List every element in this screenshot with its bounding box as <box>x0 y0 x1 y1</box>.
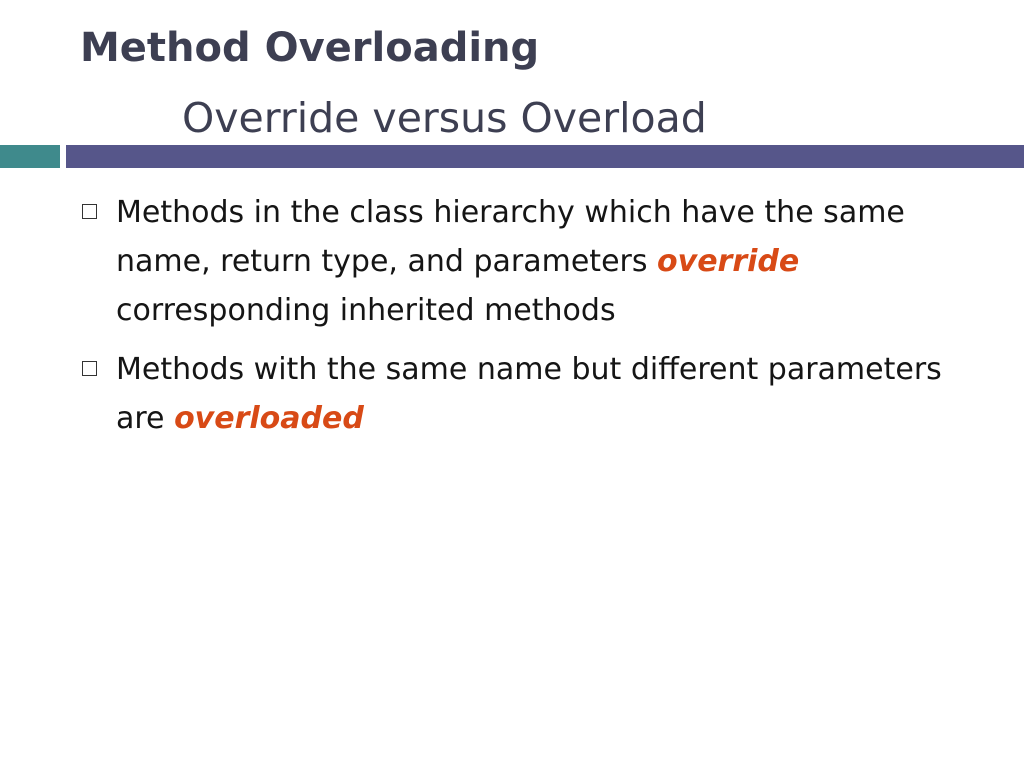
bullet-list <box>80 188 980 453</box>
bullet-emphasis: override <box>657 244 800 279</box>
slide-title: Method Overloading <box>80 25 540 71</box>
square-bullet-icon <box>82 204 97 219</box>
accent-bar-teal <box>0 145 60 168</box>
bullet-item <box>80 345 980 443</box>
slide-subtitle: Override versus Overload <box>182 94 707 142</box>
bullet-text: Methods in the class hierarchy which have the same name, return type, and parameters <box>116 195 905 279</box>
bullet-text-after: corresponding inherited methods <box>116 293 616 328</box>
bullet-item <box>80 188 980 335</box>
bullet-text: Methods with the same name but different parameters are <box>116 352 942 436</box>
square-bullet-icon <box>82 361 97 376</box>
bullet-emphasis: overloaded <box>174 401 364 436</box>
accent-bar-purple <box>66 145 1024 168</box>
